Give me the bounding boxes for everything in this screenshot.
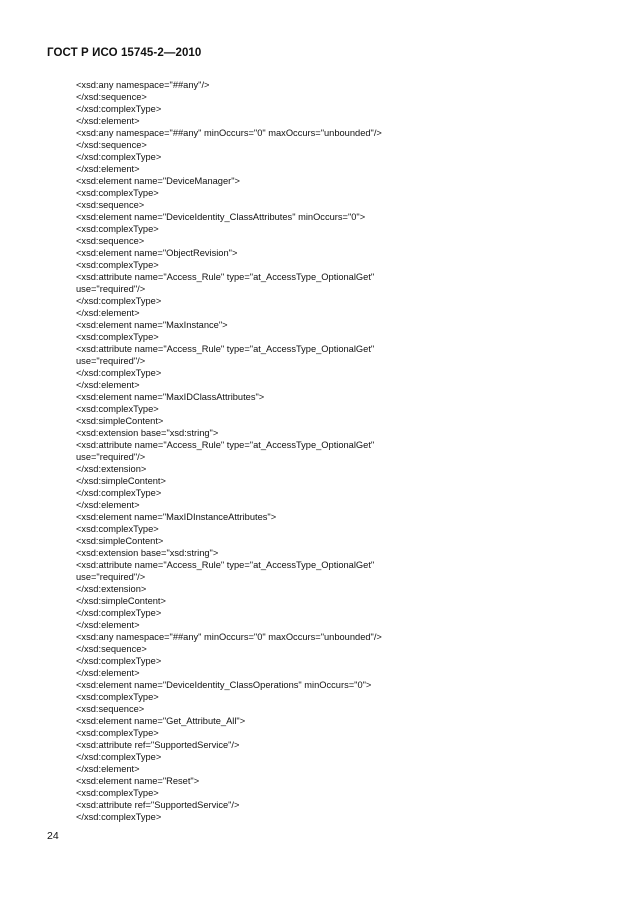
code-line: </xsd:complexType>: [76, 608, 162, 618]
code-line: <xsd:attribute name="Access_Rule" type="at_AccessType_OptionalGet": [76, 440, 375, 450]
code-line: <xsd:complexType>: [76, 188, 159, 198]
code-line: </xsd:element>: [76, 308, 140, 318]
code-line: </xsd:element>: [76, 116, 140, 126]
code-line: <xsd:complexType>: [76, 404, 159, 414]
code-line: <xsd:attribute name="Access_Rule" type="at_AccessType_OptionalGet": [76, 344, 375, 354]
code-line: <xsd:element name="DeviceManager">: [76, 176, 240, 186]
code-line: </xsd:element>: [76, 620, 140, 630]
code-line: <xsd:complexType>: [76, 728, 159, 738]
code-line: <xsd:element name="MaxIDInstanceAttributes">: [76, 512, 277, 522]
code-line: <xsd:element name="DeviceIdentity_ClassOperations" minOccurs="0">: [76, 680, 372, 690]
code-line: </xsd:element>: [76, 668, 140, 678]
code-line: <xsd:any namespace="##any" minOccurs="0" maxOccurs="unbounded"/>: [76, 128, 382, 138]
code-line: </xsd:complexType>: [76, 368, 162, 378]
code-line: </xsd:sequence>: [76, 644, 147, 654]
code-line: <xsd:complexType>: [76, 260, 159, 270]
code-line: <xsd:element name="MaxIDClassAttributes">: [76, 392, 265, 402]
code-line: <xsd:attribute ref="SupportedService"/>: [76, 800, 240, 810]
page-title: ГОСТ Р ИСО 15745-2—2010: [47, 47, 202, 59]
page-number: 24: [47, 830, 59, 842]
code-line: </xsd:complexType>: [76, 488, 162, 498]
code-line: <xsd:simpleContent>: [76, 416, 164, 426]
code-line: </xsd:complexType>: [76, 104, 162, 114]
code-line: </xsd:sequence>: [76, 92, 147, 102]
code-line: <xsd:complexType>: [76, 224, 159, 234]
code-line: <xsd:complexType>: [76, 692, 159, 702]
code-line: <xsd:attribute name="Access_Rule" type="at_AccessType_OptionalGet": [76, 560, 375, 570]
code-line: use="required"/>: [76, 356, 146, 366]
code-line: use="required"/>: [76, 452, 146, 462]
code-line: <xsd:attribute name="Access_Rule" type="at_AccessType_OptionalGet": [76, 272, 375, 282]
code-line: </xsd:element>: [76, 500, 140, 510]
code-line: use="required"/>: [76, 284, 146, 294]
code-line: <xsd:any namespace="##any"/>: [76, 80, 210, 90]
xsd-code-listing: [76, 79, 382, 823]
code-line: <xsd:complexType>: [76, 788, 159, 798]
code-line: </xsd:complexType>: [76, 152, 162, 162]
code-line: </xsd:complexType>: [76, 296, 162, 306]
code-line: <xsd:extension base="xsd:string">: [76, 428, 219, 438]
code-line: <xsd:complexType>: [76, 524, 159, 534]
code-line: </xsd:sequence>: [76, 140, 147, 150]
code-line: </xsd:extension>: [76, 464, 147, 474]
code-line: <xsd:any namespace="##any" minOccurs="0" maxOccurs="unbounded"/>: [76, 632, 382, 642]
code-line: </xsd:complexType>: [76, 752, 162, 762]
code-line: <xsd:attribute ref="SupportedService"/>: [76, 740, 240, 750]
code-line: <xsd:element name="MaxInstance">: [76, 320, 228, 330]
code-line: use="required"/>: [76, 572, 146, 582]
code-line: </xsd:element>: [76, 764, 140, 774]
code-line: <xsd:element name="Get_Attribute_All">: [76, 716, 246, 726]
code-line: </xsd:complexType>: [76, 656, 162, 666]
code-line: </xsd:complexType>: [76, 812, 162, 822]
code-line: <xsd:element name="DeviceIdentity_ClassAttributes" minOccurs="0">: [76, 212, 366, 222]
code-line: </xsd:element>: [76, 380, 140, 390]
code-line: <xsd:sequence>: [76, 236, 145, 246]
code-line: <xsd:sequence>: [76, 704, 145, 714]
code-line: </xsd:simpleContent>: [76, 596, 166, 606]
code-line: <xsd:complexType>: [76, 332, 159, 342]
code-line: <xsd:simpleContent>: [76, 536, 164, 546]
code-line: <xsd:element name="ObjectRevision">: [76, 248, 238, 258]
code-line: </xsd:extension>: [76, 584, 147, 594]
code-line: </xsd:element>: [76, 164, 140, 174]
code-line: <xsd:element name="Reset">: [76, 776, 200, 786]
code-line: <xsd:extension base="xsd:string">: [76, 548, 219, 558]
code-line: </xsd:simpleContent>: [76, 476, 166, 486]
code-line: <xsd:sequence>: [76, 200, 145, 210]
